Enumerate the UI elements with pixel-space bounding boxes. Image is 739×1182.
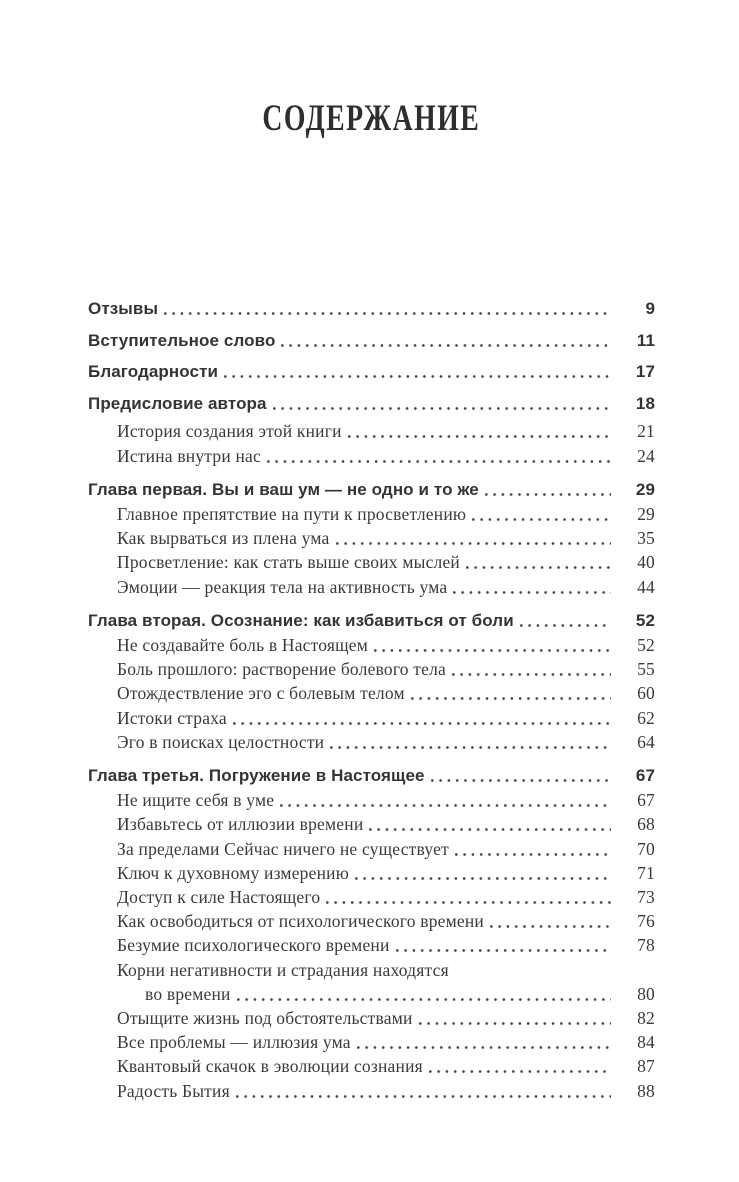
toc-row — [88, 325, 655, 357]
dot-leader — [396, 949, 611, 952]
toc-row — [88, 885, 655, 909]
dot-leader — [281, 344, 611, 347]
toc-row — [88, 958, 655, 982]
dot-leader — [233, 722, 611, 725]
dot-leader — [485, 493, 611, 496]
toc-page-number: 76 — [637, 911, 655, 932]
toc-entry-label: Благодарности — [88, 362, 219, 382]
toc-row — [88, 681, 655, 705]
toc-page-number: 18 — [635, 393, 655, 413]
toc-entry-label: Боль прошлого: растворение болевого тела — [117, 659, 447, 680]
toc-row — [88, 982, 655, 1006]
toc-group-chapter-3 — [88, 764, 655, 1103]
toc-page-number: 73 — [637, 887, 655, 908]
toc-page-number: 68 — [637, 814, 655, 835]
toc-row — [88, 609, 655, 633]
toc-entry-label: Корни негативности и страдания находятся — [117, 959, 449, 980]
toc-row — [88, 356, 655, 388]
toc-entry-label: За пределами Сейчас ничего не существует — [117, 838, 449, 859]
toc-entry-label: Не ищите себя в уме — [117, 790, 275, 811]
toc-entry-label: История создания этой книги — [117, 421, 342, 442]
toc-row — [88, 657, 655, 681]
toc-row — [88, 909, 655, 933]
toc-entry-label: Как освободиться от психологического времени — [117, 911, 484, 932]
toc-page-number: 67 — [637, 790, 655, 811]
dot-leader — [472, 518, 611, 521]
toc-row — [88, 1006, 655, 1030]
toc-row — [88, 764, 655, 788]
toc-page-number: 60 — [637, 683, 655, 704]
dot-leader — [336, 542, 612, 545]
toc-row — [88, 861, 655, 885]
toc-page-number: 29 — [637, 503, 655, 524]
dot-leader — [411, 697, 611, 700]
toc-page-number: 71 — [637, 862, 655, 883]
toc-entry-label: Доступ к силе Настоящего — [117, 887, 321, 908]
dot-leader — [369, 828, 611, 831]
toc-page-number: 21 — [637, 421, 655, 442]
toc-page-number: 11 — [636, 330, 655, 350]
toc-page-number: 44 — [637, 576, 655, 597]
toc-row — [88, 788, 655, 812]
toc-row — [88, 526, 655, 550]
dot-leader — [419, 1022, 611, 1025]
dot-leader — [164, 312, 611, 315]
toc-page-number: 40 — [637, 552, 655, 573]
dot-leader — [236, 1095, 611, 1098]
toc-row — [88, 1030, 655, 1054]
dot-leader — [520, 624, 611, 627]
toc-row — [88, 1054, 655, 1078]
dot-leader — [455, 853, 611, 856]
toc-page-number: 29 — [635, 479, 655, 499]
dot-leader — [348, 435, 611, 438]
dot-leader — [237, 998, 611, 1001]
toc-entry-label: Предисловие автора — [88, 393, 267, 413]
toc-page-number: 9 — [645, 299, 655, 318]
toc-entry-label: Вступительное слово — [88, 330, 276, 350]
toc-entry-label: Ключ к духовному измерению — [117, 862, 349, 883]
toc-page-number: 55 — [637, 659, 655, 680]
dot-leader — [357, 1046, 611, 1049]
toc-page-number: 82 — [637, 1008, 655, 1029]
toc-list — [88, 293, 655, 1103]
dot-leader — [326, 901, 611, 904]
toc-entry-label: Безумие психологического времени — [117, 935, 390, 956]
toc-page-number: 70 — [637, 838, 655, 859]
toc-row — [88, 933, 655, 957]
dot-leader — [431, 779, 611, 782]
toc-row — [88, 444, 655, 468]
dot-leader — [490, 925, 611, 928]
toc-page-number: 67 — [635, 766, 655, 786]
toc-row — [88, 837, 655, 861]
toc-entry-label: Все проблемы — иллюзия ума — [117, 1032, 351, 1053]
toc-entry-label: Не создавайте боль в Настоящем — [117, 635, 369, 655]
toc-row — [88, 706, 655, 730]
toc-page-number: 62 — [637, 707, 655, 728]
toc-row — [88, 502, 655, 526]
toc-entry-label: Главное препятствие на пути к просветлению — [117, 503, 467, 524]
dot-leader — [267, 460, 611, 463]
toc-group-front-matter — [88, 293, 655, 468]
toc-entry-label: Истина внутри нас — [117, 445, 261, 466]
toc-row — [88, 293, 655, 325]
toc-entry-label: Избавьтесь от иллюзии времени — [117, 814, 364, 835]
toc-row — [88, 1079, 655, 1103]
title-area — [88, 0, 655, 137]
toc-entry-label: во времени — [145, 983, 231, 1004]
dot-leader — [452, 673, 611, 676]
toc-entry-label: Эго в поисках целостности — [117, 731, 325, 752]
toc-page-number: 78 — [637, 935, 655, 956]
toc-group-chapter-2 — [88, 609, 655, 754]
toc-entry-label: Квантовый скачок в эволюции сознания — [117, 1056, 423, 1077]
toc-entry-label: Истоки страха — [117, 707, 227, 728]
toc-page-number: 24 — [637, 445, 655, 466]
toc-entry-label: Отождествление эго с болевым телом — [117, 683, 405, 704]
dot-leader — [280, 804, 611, 807]
dot-leader — [224, 375, 611, 378]
toc-page-number: 52 — [637, 635, 655, 655]
page-title: СОДЕРЖАНИЕ — [262, 98, 481, 139]
toc-row — [88, 388, 655, 420]
dot-leader — [374, 649, 611, 652]
toc-entry-label: Глава вторая. Осознание: как избавиться от боли — [88, 610, 514, 630]
toc-row — [88, 633, 655, 657]
toc-row — [88, 550, 655, 574]
toc-row — [88, 575, 655, 599]
toc-entry-label: Как вырваться из плена ума — [117, 528, 330, 549]
toc-row — [88, 730, 655, 754]
toc-entry-label: Глава третья. Погружение в Настоящее — [88, 766, 425, 786]
toc-row — [88, 478, 655, 502]
toc-entry-label: Эмоции — реакция тела на активность ума — [117, 576, 448, 597]
dot-leader — [466, 566, 611, 569]
toc-page-number: 87 — [637, 1056, 655, 1077]
dot-leader — [273, 407, 611, 410]
toc-page-number: 64 — [637, 731, 655, 752]
dot-leader — [453, 591, 611, 594]
dot-leader — [330, 746, 611, 749]
toc-page-number: 88 — [637, 1080, 655, 1101]
toc-entry-label: Отзывы — [88, 299, 159, 318]
toc-row — [88, 419, 655, 443]
toc-entry-label: Отыщите жизнь под обстоятельствами — [117, 1008, 413, 1029]
toc-entry-label: Глава первая. Вы и ваш ум — не одно и то же — [88, 479, 479, 499]
toc-entry-label: Радость Бытия — [117, 1080, 230, 1101]
toc-page-number: 84 — [637, 1032, 655, 1053]
toc-row — [88, 812, 655, 836]
dot-leader — [355, 877, 611, 880]
toc-page-number: 17 — [635, 362, 655, 382]
dot-leader — [429, 1070, 611, 1073]
toc-page-number: 35 — [637, 528, 655, 549]
toc-entry-label: Просветление: как стать выше своих мыслей — [117, 552, 460, 573]
toc-group-chapter-1 — [88, 478, 655, 599]
toc-page-number: 52 — [635, 610, 655, 630]
toc-page-number: 80 — [637, 983, 655, 1004]
